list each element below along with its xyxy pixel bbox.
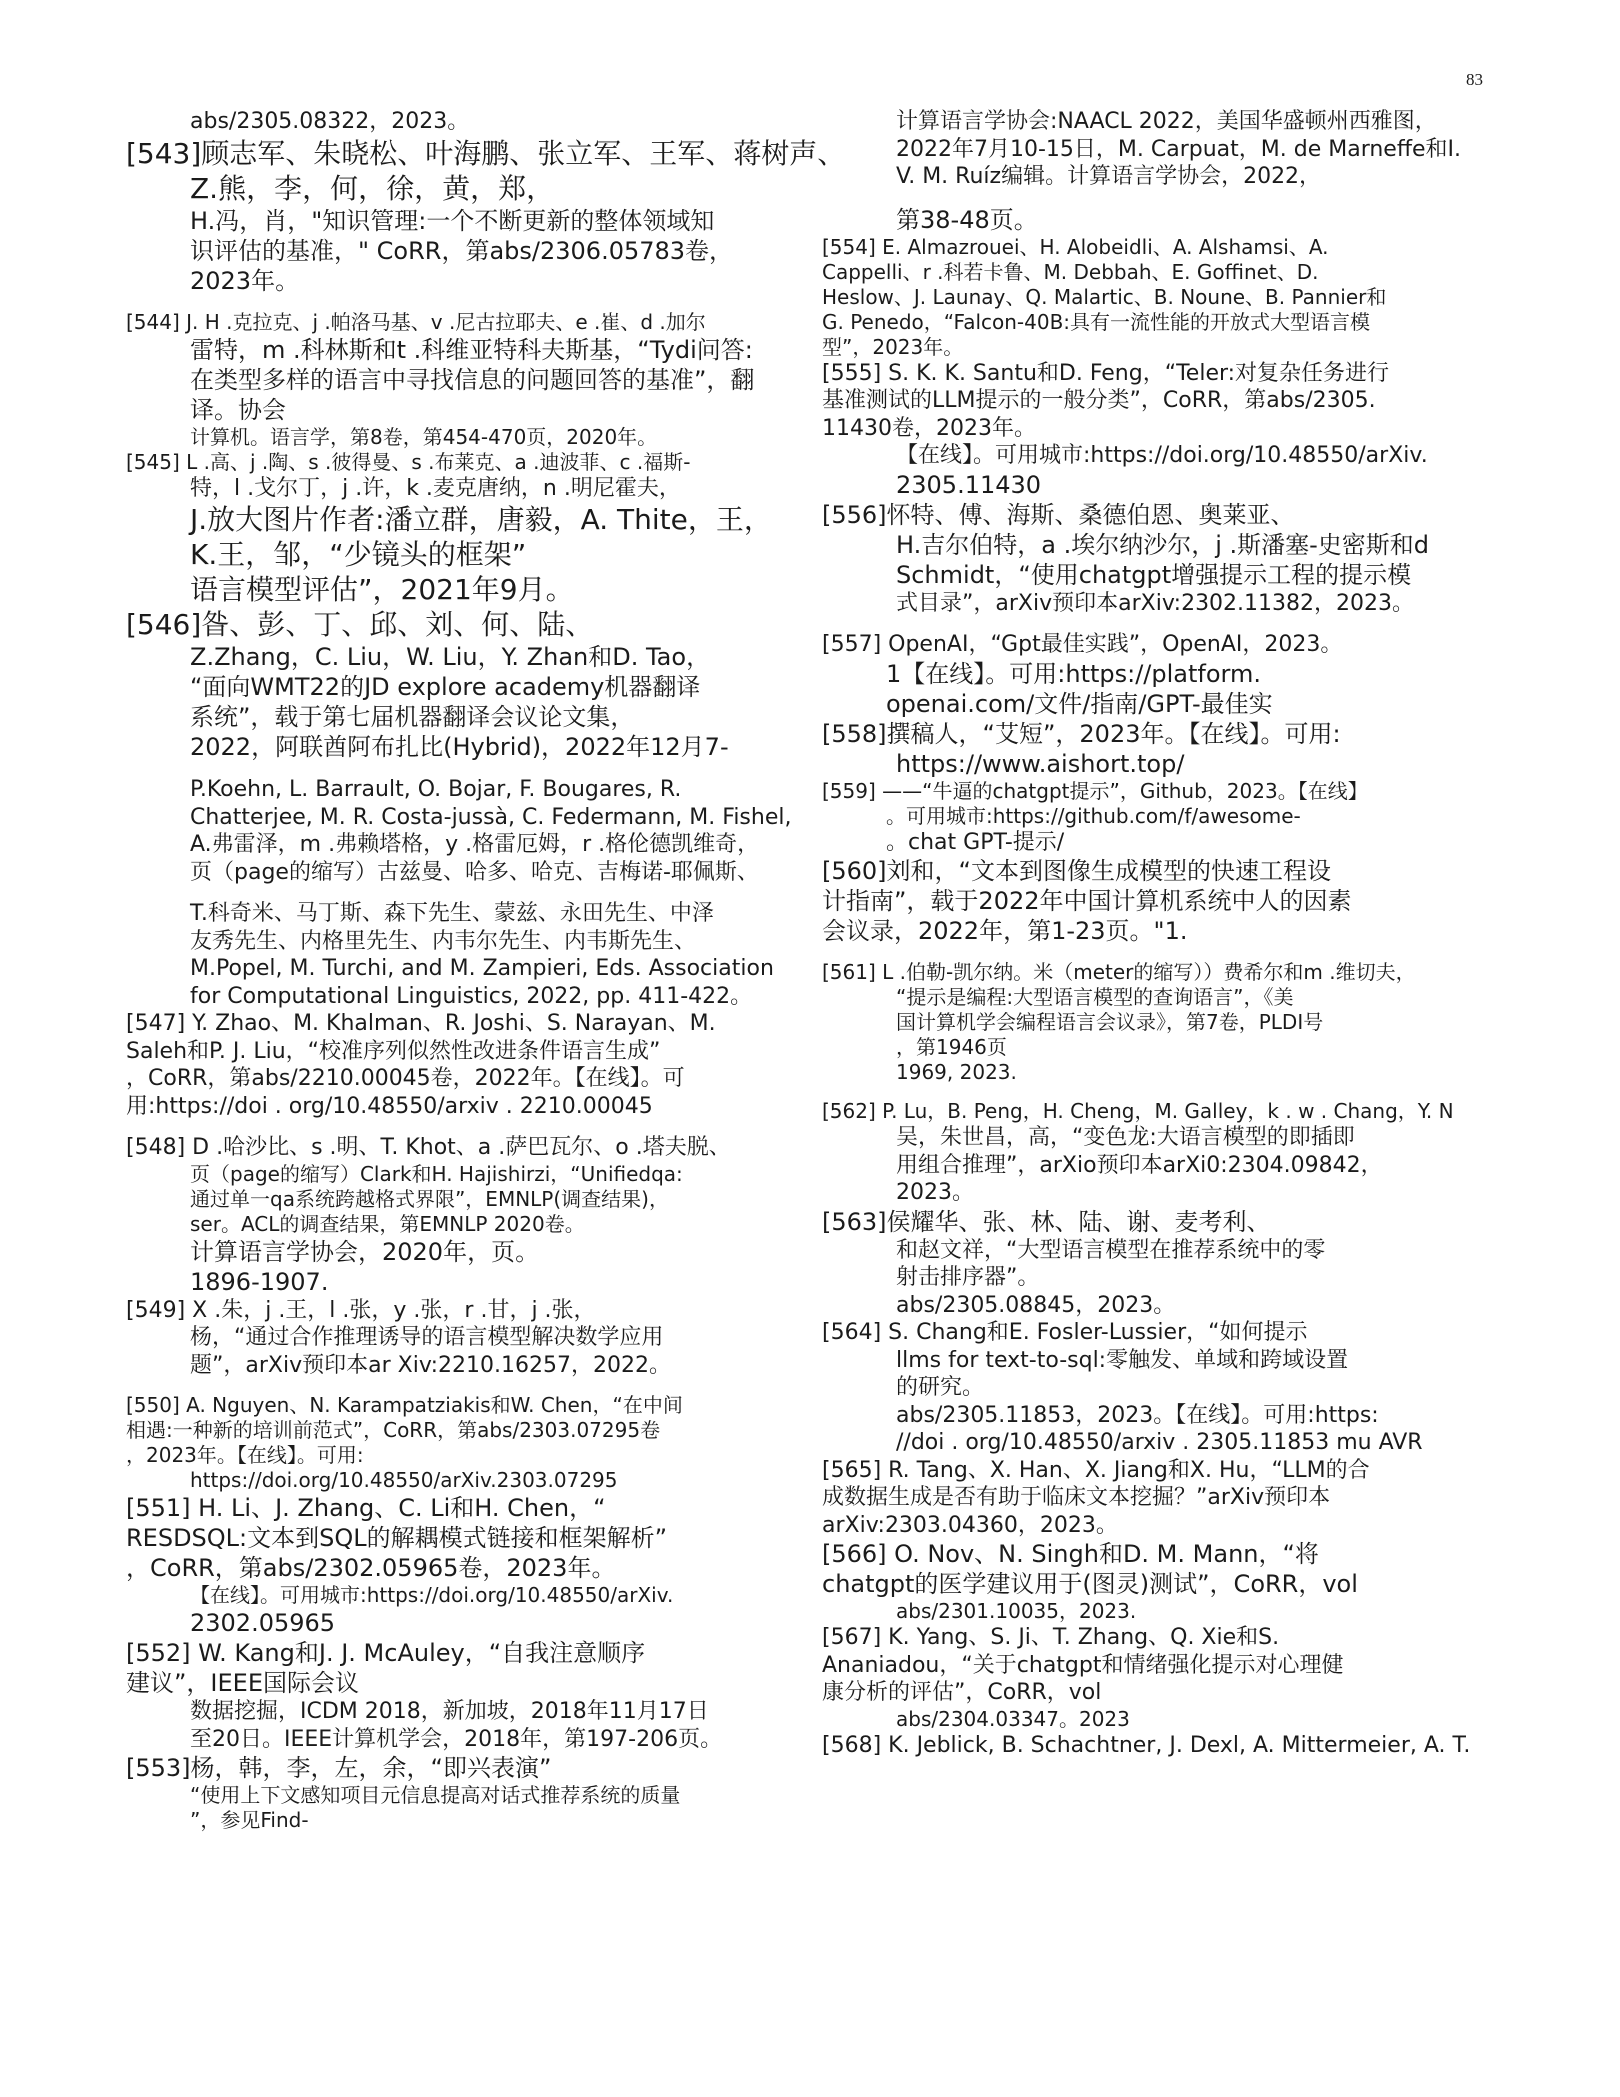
reference-564-line: [564] S. Chang和E. Fosler-Lussier，“如何提示 [822, 1320, 1308, 1345]
reference-line: 雷特，m .科林斯和t .科维亚特科夫斯基，“Tydi问答: [190, 335, 753, 364]
reference-line: 1【在线】。可用:https://platform. [886, 659, 1261, 688]
reference-line: 计算语言学协会，2020年，页。 [190, 1237, 540, 1266]
reference-line: abs/2304.03347。2023 [896, 1706, 1130, 1731]
reference-line: ”，参见Find- [190, 1808, 309, 1832]
reference-line: 11430卷，2023年。 [822, 415, 1036, 441]
reference-line: RESDSQL:文本到SQL的解耦模式链接和框架解析” [126, 1524, 668, 1552]
reference-line: abs/2305.08322，2023。 [190, 109, 470, 134]
reference-line: abs/2305.08845，2023。 [896, 1292, 1176, 1318]
reference-line: 【在线】。可用城市:https://doi.org/10.48550/arXiv. [896, 443, 1428, 468]
reference-line: V. M. Ruíz编辑。计算语言学协会，2022， [896, 164, 1322, 189]
reference-556-line: [556]怀特、傅、海斯、桑德伯恩、奥莱亚、 [822, 500, 1295, 529]
reference-line: 系统”，载于第七届机器翻译会议论文集， [190, 703, 635, 731]
reference-line: 2022，阿联酋阿布扎比(Hybrid)，2022年12月7- [190, 733, 729, 761]
reference-line: T.科奇米、马丁斯、森下先生、蒙兹、永田先生、中泽 [190, 901, 714, 926]
reference-line: 题”，arXiv预印本ar Xiv:2210.16257，2022。 [190, 1352, 672, 1378]
reference-563-line: [563]侯耀华、张、林、陆、谢、麦考利、 [822, 1207, 1271, 1236]
reference-line: 2305.11430 [896, 470, 1042, 499]
reference-line: 国计算机学会编程语言会议录》，第7卷，PLDI号 [896, 1010, 1324, 1034]
reference-line: 1896-1907. [190, 1267, 329, 1296]
reference-567-line: [567] K. Yang、S. Ji、T. Zhang、Q. Xie和S. [822, 1625, 1280, 1650]
reference-line: 通过单一qa系统跨越格式界限”，EMNLP(调查结果)， [190, 1186, 669, 1211]
reference-line: openai.com/文件/指南/GPT-最佳实 [886, 689, 1273, 718]
reference-line: 成数据生成是否有助于临床文本挖掘？”arXiv预印本 [822, 1485, 1331, 1510]
reference-line: 基准测试的LLM提示的一般分类”，CoRR，第abs/2305. [822, 388, 1376, 413]
reference-line: 页（page的缩写）古兹曼、哈多、哈克、吉梅诺-耶佩斯、 [190, 859, 759, 885]
reference-line: P.Koehn, L. Barrault, O. Bojar, F. Bougares, R. [190, 777, 682, 802]
reference-line: 康分析的评估”，CoRR，vol [822, 1680, 1102, 1705]
reference-line: 2302.05965 [190, 1609, 336, 1637]
reference-line: 用组合推理”，arXio预印本arXi0:2304.09842， [896, 1152, 1383, 1178]
reference-line: 吴，朱世昌，高，“变色龙:大语言模型的即插即 [896, 1125, 1355, 1150]
reference-550-line: [550] A. Nguyen、N. Karampatziakis和W. Chen，“在中间 [126, 1393, 683, 1417]
reference-line: ，第1946页 [896, 1035, 1007, 1059]
reference-line: 在类型多样的语言中寻找信息的问题回答的基准”，翻 [190, 365, 755, 394]
reference-line: J.放大图片作者:潘立群，唐毅，A. Thite，王， [190, 503, 772, 536]
reference-line: 识评估的基准，" CoRR，第abs/2306.05783卷， [190, 236, 734, 265]
reference-line: Z.Zhang，C. Liu，W. Liu，Y. Zhan和D. Tao， [190, 643, 711, 671]
reference-line: 2023年。 [190, 266, 300, 295]
reference-line: 计算语言学协会:NAACL 2022，美国华盛顿州西雅图， [896, 109, 1437, 134]
reference-line: 会议录，2022年，第1-23页。"1. [822, 917, 1188, 945]
reference-line: 射击排序器”。 [896, 1265, 1040, 1290]
reference-line: K.王，邹，“少镜头的框架” [190, 538, 527, 571]
reference-line: 。chat GPT-提示/ [886, 829, 1065, 855]
reference-line: “面向WMT22的JD explore academy机器翻译 [190, 673, 701, 701]
reference-line: H.吉尔伯特，a .埃尔纳沙尔，j .斯潘塞-史密斯和d [896, 530, 1430, 559]
reference-line: abs/2305.11853，2023。【在线】。可用:https: [896, 1402, 1379, 1428]
reference-line: https://doi.org/10.48550/arXiv.2303.07295 [190, 1468, 618, 1492]
reference-line: 相遇:一种新的培训前范式”，CoRR，第abs/2303.07295卷 [126, 1418, 661, 1442]
reference-line: 【在线】。可用城市:https://doi.org/10.48550/arXiv. [190, 1583, 674, 1607]
reference-557-line: [557] OpenAI，“Gpt最佳实践”，OpenAI，2023。 [822, 632, 1343, 657]
reference-line: //doi . org/10.48550/arxiv . 2305.11853 mu AVR [896, 1430, 1423, 1455]
reference-line: “使用上下文感知项目元信息提高对话式推荐系统的质量 [190, 1783, 681, 1807]
reference-line: 用:https://doi . org/10.48550/arxiv . 2210.00045 [126, 1093, 653, 1119]
references-right-column [822, 108, 1567, 1759]
reference-558-line: [558]撰稿人，“艾短”，2023年。【在线】。可用: [822, 719, 1341, 748]
reference-line: 语言模型评估”，2021年9月。 [190, 573, 574, 606]
reference-line: 建议”，IEEE国际会议 [126, 1669, 360, 1697]
reference-line: M.Popel, M. Turchi, and M. Zampieri, Eds. Association [190, 956, 774, 981]
reference-549-line: [549] X .朱，j .王，l .张，y .张，r .甘，j .张， [126, 1297, 596, 1323]
reference-line: 1969, 2023. [896, 1060, 1017, 1084]
reference-line: 计算机。语言学，第8卷，第454-470页，2020年。 [190, 424, 658, 449]
reference-line: “提示是编程:大型语言模型的查询语言”，《美 [896, 985, 1294, 1009]
reference-560-line: [560]刘和，“文本到图像生成模型的快速工程设 [822, 857, 1331, 885]
reference-line: A.弗雷泽，m .弗赖塔格，y .格雷厄姆，r .格伦德凯维奇， [190, 832, 760, 857]
reference-561-line: [561] L .伯勒-凯尔纳。米（meter的缩写））费希尔和m .维切夫， [822, 960, 1416, 984]
reference-line: 和赵文祥，“大型语言模型在推荐系统中的零 [896, 1237, 1326, 1263]
reference-line: Z.熊，李，何，徐，黄，郑， [190, 171, 555, 205]
reference-line: ser。ACL的调查结果，第EMNLP 2020卷。 [190, 1211, 585, 1236]
reference-line: 式目录”，arXiv预印本arXiv:2302.11382，2023。 [896, 590, 1415, 616]
reference-line: 友秀先生、内格里先生、内韦尔先生、内韦斯先生、 [190, 928, 697, 954]
reference-line: llms for text-to-sql:零触发、单域和跨域设置 [896, 1347, 1349, 1373]
reference-line: ，CoRR，第abs/2302.05965卷，2023年。 [126, 1554, 616, 1582]
reference-line: 特，l .戈尔丁，j .许，k .麦克唐纳，n .明尼霍夫， [190, 475, 681, 501]
reference-line: chatgpt的医学建议用于(图灵)测试”，CoRR，vol [822, 1570, 1358, 1598]
reference-565-line: [565] R. Tang、X. Han、X. Jiang和X. Hu，“LLM的合 [822, 1457, 1370, 1483]
reference-line: Chatterjee, M. R. Costa-jussà, C. Federmann, M. Fishel, [190, 804, 792, 830]
reference-547-line: [547] Y. Zhao、M. Khalman、R. Joshi、S. Narayan、M. [126, 1011, 716, 1036]
reference-line: arXiv:2303.04360，2023。 [822, 1512, 1118, 1538]
reference-551-line: [551] H. Li、J. Zhang、C. Li和H. Chen，“ [126, 1494, 606, 1522]
reference-552-line: [552] W. Kang和J. J. McAuley，“自我注意顺序 [126, 1639, 646, 1667]
reference-line: 2023。 [896, 1180, 974, 1205]
reference-555-line: [555] S. K. K. Santu和D. Feng，“Teler:对复杂任务进行 [822, 360, 1390, 386]
reference-line: abs/2301.10035，2023. [896, 1599, 1137, 1623]
reference-line: Saleh和P. J. Liu，“校准序列似然性改进条件语言生成” [126, 1038, 661, 1064]
reference-line: ，2023年。【在线】。可用: [126, 1443, 364, 1467]
reference-line: G. Penedo，“Falcon-40B:具有一流性能的开放式大型语言模 [822, 309, 1371, 334]
reference-line: Ananiadou，“关于chatgpt和情绪强化提示对心理健 [822, 1652, 1344, 1678]
reference-559-line: [559] ——“牛逼的chatgpt提示”，Github，2023。【在线】 [822, 778, 1368, 803]
reference-line: 。可用城市:https://github.com/f/awesome- [886, 803, 1301, 828]
reference-568-line: [568] K. Jeblick, B. Schachtner, J. Dexl, A. Mittermeier, A. T. [822, 1732, 1471, 1758]
reference-546-line: [546]昝、彭、丁、邱、刘、何、陆、 [126, 608, 594, 641]
reference-566-line: [566] O. Nov、N. Singh和D. M. Mann，“将 [822, 1540, 1319, 1568]
page-number: 83 [1466, 70, 1483, 89]
reference-line: 杨，“通过合作推理诱导的语言模型解决数学应用 [190, 1325, 664, 1350]
reference-line: H.冯，肖，"知识管理:一个不断更新的整体领域知 [190, 206, 715, 235]
reference-line: 的研究。 [896, 1375, 985, 1400]
reference-line: 型”，2023年。 [822, 334, 964, 359]
reference-line: 计指南”，载于2022年中国计算机系统中人的因素 [822, 887, 1352, 915]
reference-line: Cappelli、r .科若卡鲁、M. Debbah、E. Goffinet、D. [822, 259, 1319, 284]
reference-line: 页（page的缩写）Clark和H. Hajishirzi，“Unifiedqa: [190, 1161, 683, 1186]
references-left-column [126, 108, 846, 1833]
reference-544-line: [544] J. H .克拉克、j .帕洛马基、v .尼古拉耶夫、e .崔、d .加尔 [126, 309, 706, 334]
reference-line: https://www.aishort.top/ [896, 749, 1185, 778]
reference-line: 译。协会 [190, 395, 286, 424]
reference-545-line: [545] L .高、j .陶、s .彼得曼、s .布莱克、a .迪波菲、c .福斯- [126, 449, 691, 474]
reference-line: ，CoRR，第abs/2210.00045卷，2022年。【在线】。可 [126, 1066, 685, 1091]
reference-line: 2022年7月10-15日，M. Carpuat，M. de Marneffe和I. [896, 136, 1462, 162]
reference-543-line: [543]顾志军、朱晓松、叶海鹏、张立军、王军、蒋树声、 [126, 136, 846, 170]
reference-554-line: [554] E. Almazrouei、H. Alobeidli、A. Alshamsi、A. [822, 234, 1329, 259]
reference-line: Heslow、J. Launay、Q. Malartic、B. Noune、B. Pannier和 [822, 284, 1387, 309]
reference-line: 第38-48页。 [896, 205, 1038, 234]
reference-line: for Computational Linguistics, 2022, pp. 411-422。 [190, 983, 753, 1009]
reference-line: Schmidt，“使用chatgpt增强提示工程的提示模 [896, 560, 1412, 589]
reference-548-line: [548] D .哈沙比、s .明、T. Khot、a .萨巴瓦尔、o .塔夫脱、 [126, 1135, 731, 1160]
reference-line: 数据挖掘，ICDM 2018，新加坡，2018年11月17日 [190, 1699, 709, 1724]
reference-562-line: [562] P. Lu，B. Peng，H. Cheng，M. Galley，k . w . Chang，Y. N [822, 1099, 1454, 1123]
reference-line: 至20日。IEEE计算机学会，2018年，第197-206页。 [190, 1726, 723, 1752]
reference-553-line: [553]杨，韩，李，左，余，“即兴表演” [126, 1754, 552, 1782]
